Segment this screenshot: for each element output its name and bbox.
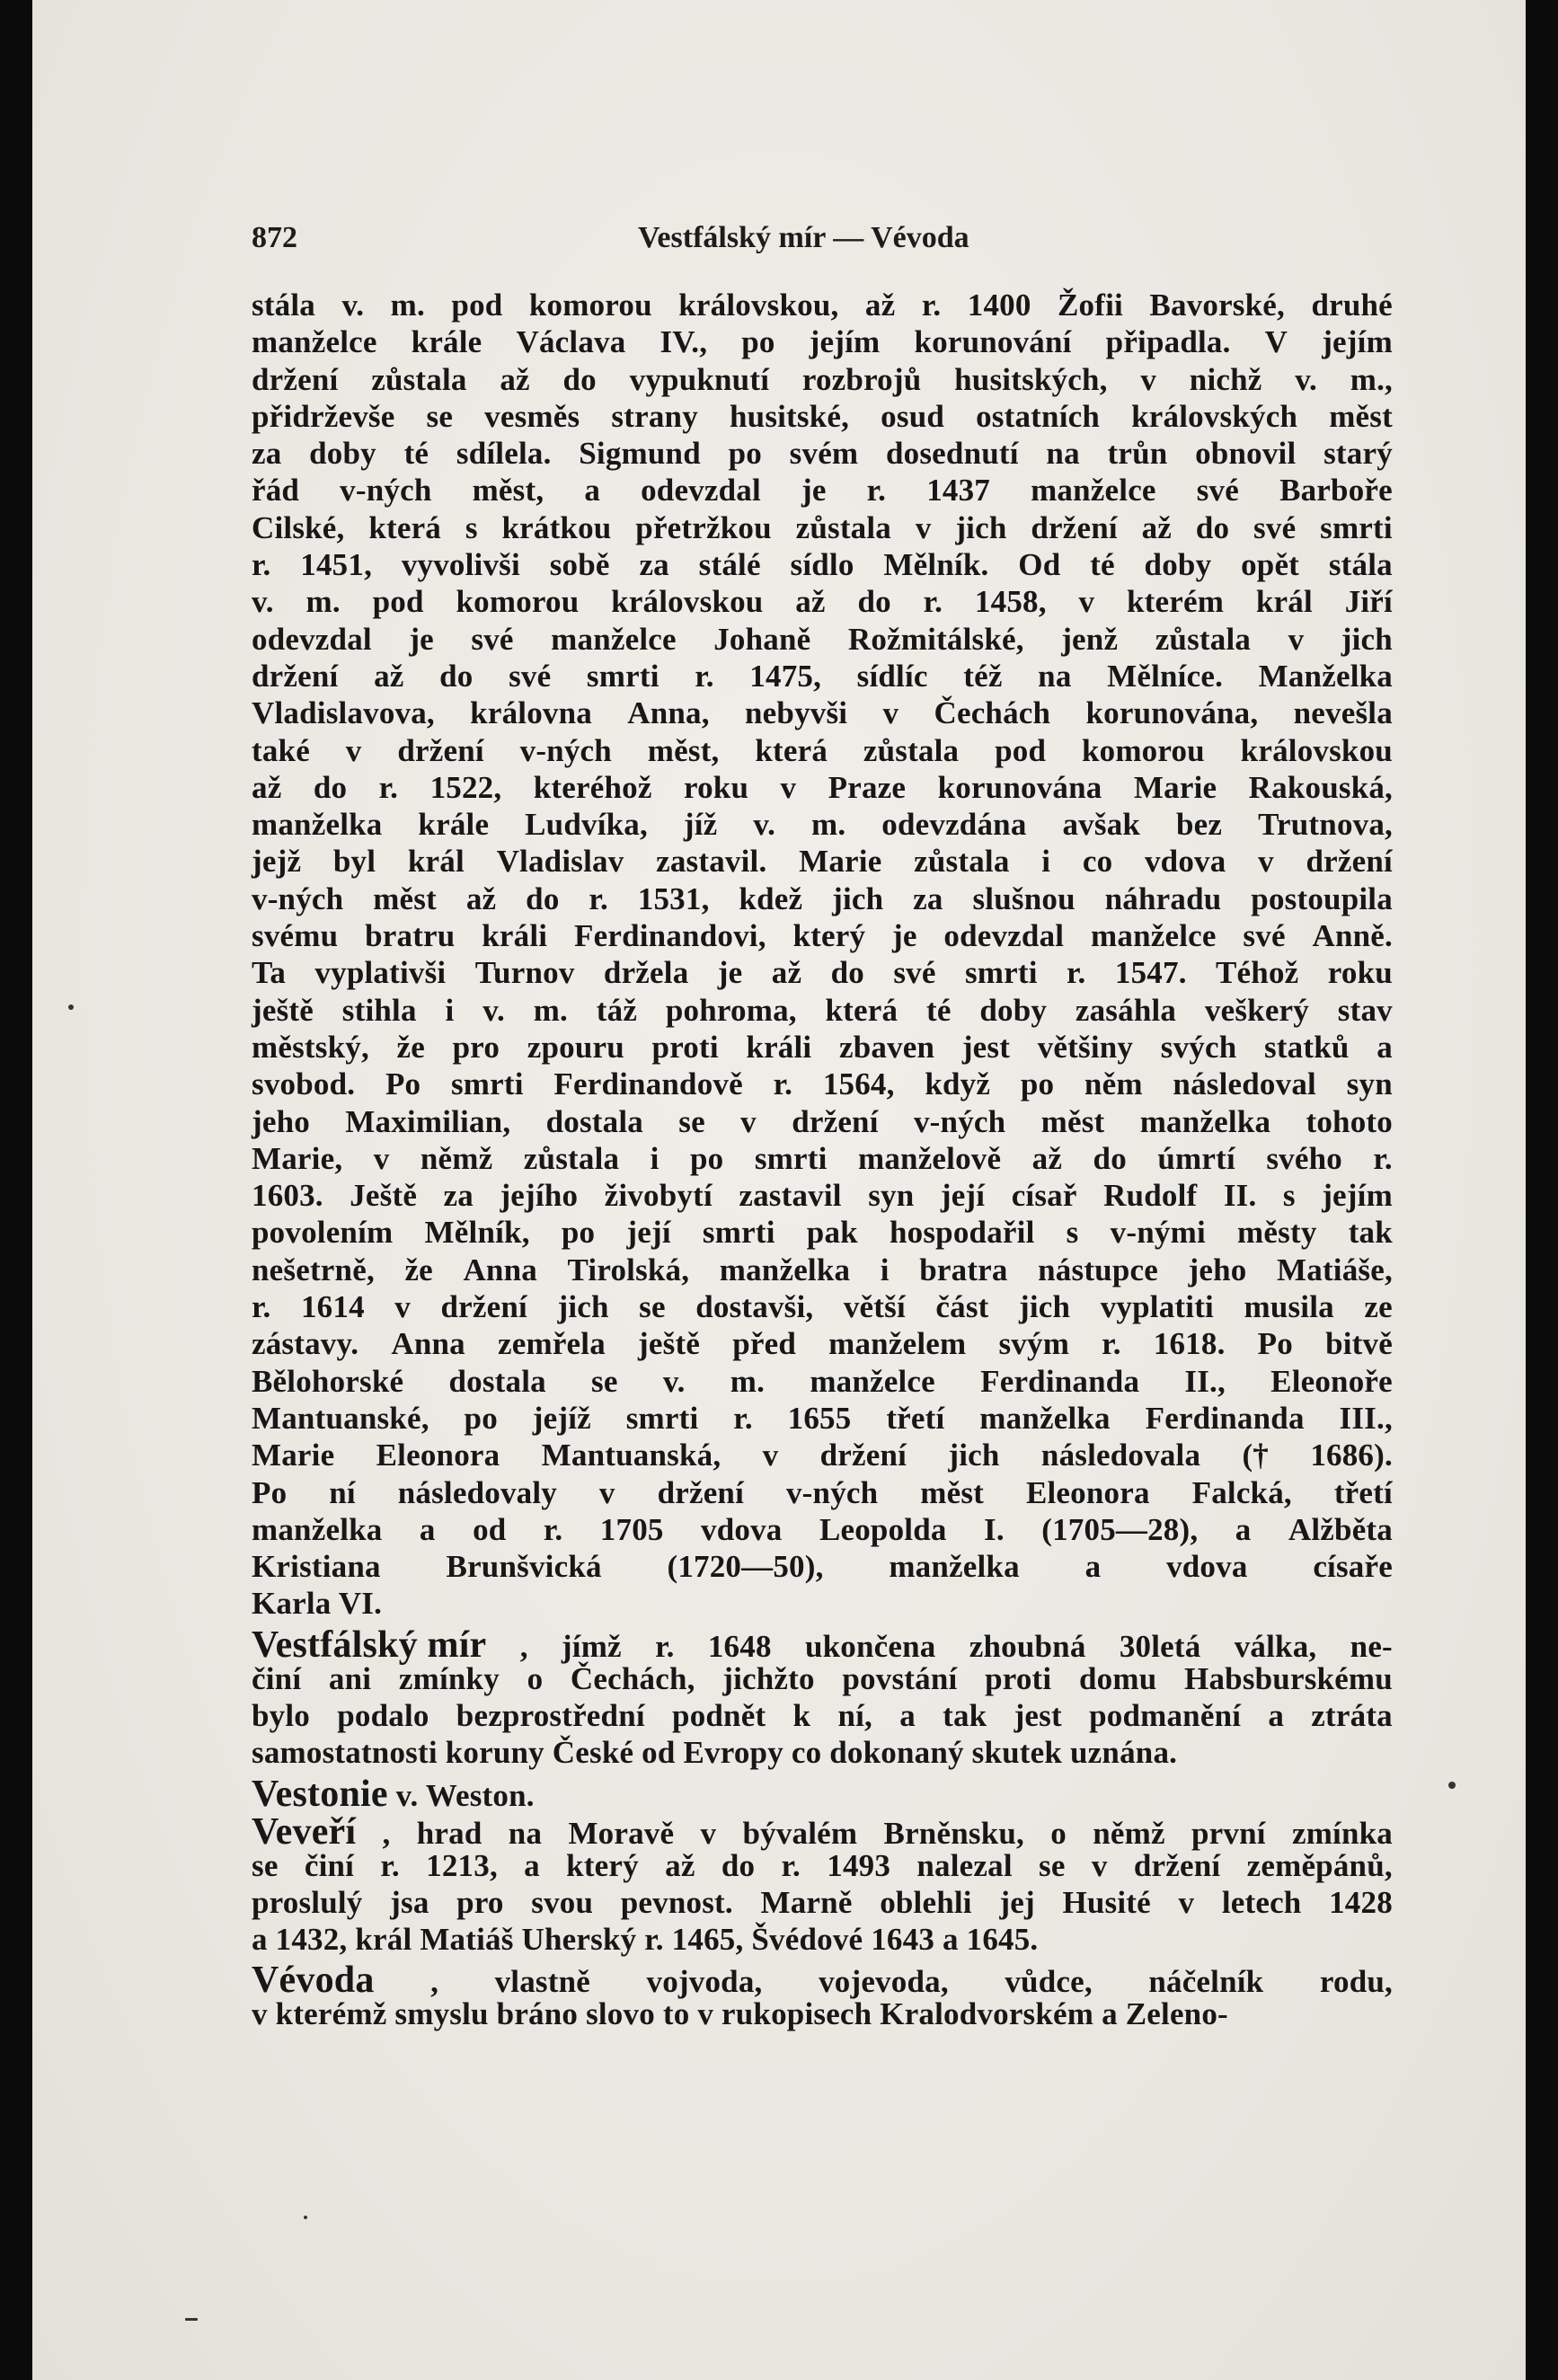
- text-line: Veveří , hrad na Moravě v bývalém Brněnsku, o němž první zmínka: [252, 1810, 1393, 1853]
- entry-lemma: Vévoda: [252, 1960, 375, 2002]
- text-line: za doby té sdílela. Sigmund po svém dosednutí na trůn obnovil starý: [252, 436, 1393, 472]
- text-line: v. m. pod komorou královskou až do r. 1458, v kterém král Jiří: [252, 584, 1393, 620]
- text-line: Mantuanské, po jejíž smrti r. 1655 třetí manželka Ferdinanda III.,: [252, 1400, 1393, 1436]
- body-text: [252, 288, 1393, 2034]
- text-line: Vestonie v. Weston.: [252, 1773, 535, 1815]
- text-line: a 1432, král Matiáš Uherský r. 1465, Švédové 1643 a 1645.: [252, 1922, 1039, 1958]
- text-line: činí ani zmínky o Čechách, jichžto povstání proti domu Habsburskému: [252, 1660, 1393, 1696]
- book-page: [32, 0, 1526, 2380]
- text-line: r. 1451, vyvolivši sobě za stálé sídlo Mělník. Od té doby opět stála: [252, 547, 1393, 583]
- text-line: zástavy. Anna zemřela ještě před manželem svým r. 1618. Po bitvě: [252, 1326, 1393, 1362]
- text-line: Ta vyplativši Turnov držela je až do své smrti r. 1547. Téhož roku: [252, 955, 1393, 991]
- text-line: 1603. Ještě za jejího živobytí zastavil syn její císař Rudolf II. s jejím: [252, 1178, 1393, 1214]
- scan-speck: [68, 1004, 74, 1010]
- text-line: svému bratru králi Ferdinandovi, který je odevzdal manželce své Anně.: [252, 918, 1393, 954]
- text-line: Marie, v němž zůstala i po smrti manželově až do úmrtí svého r.: [252, 1140, 1393, 1176]
- text-line: povolením Mělník, po její smrti pak hospodařil s v-nými městy tak: [252, 1215, 1393, 1251]
- text-line: stála v. m. pod komorou královskou, až r. 1400 Žofii Bavorské, druhé: [252, 288, 1393, 323]
- text-line: Vestfálský mír , jímž r. 1648 ukončena zhoubná 30letá válka, ne-: [252, 1624, 1393, 1666]
- text-line: proslulý jsa pro svou pevnost. Marně oblehli jej Husité v letech 1428: [252, 1884, 1393, 1920]
- text-line: až do r. 1522, kteréhož roku v Praze korunována Marie Rakouská,: [252, 769, 1393, 805]
- page-header: [32, 221, 1526, 257]
- text-line: svobod. Po smrti Ferdinandově r. 1564, když po něm následoval syn: [252, 1066, 1393, 1102]
- text-line: jejž byl král Vladislav zastavil. Marie zůstala i co vdova v držení: [252, 844, 1393, 880]
- text-line: Kristiana Brunšvická (1720—50), manželka a vdova císaře: [252, 1549, 1393, 1585]
- text-line: nešetrně, že Anna Tirolská, manželka i bratra nástupce jeho Matiáše,: [252, 1252, 1393, 1287]
- text-line: Po ní následovaly v držení v-ných měst Eleonora Falcká, třetí: [252, 1474, 1393, 1510]
- text-line: řád v-ných měst, a odevzdal je r. 1437 manželce své Barboře: [252, 473, 1393, 509]
- text-line: v-ných měst až do r. 1531, kdež jich za slušnou náhradu postoupila: [252, 880, 1393, 916]
- text-line: Cilské, která s krátkou přetržkou zůstala v jich držení až do své smrti: [252, 509, 1393, 545]
- text-line: také v držení v-ných měst, která zůstala pod komorou královskou: [252, 732, 1393, 768]
- text-line: jeho Maximilian, dostala se v držení v-ných měst manželka tohoto: [252, 1103, 1393, 1139]
- text-line: se činí r. 1213, a který až do r. 1493 nalezal se v držení zeměpánů,: [252, 1847, 1393, 1883]
- text-line: bylo podalo bezprostřední podnět k ní, a tak jest podmanění a ztráta: [252, 1697, 1393, 1733]
- text-line: manželka a od r. 1705 vdova Leopolda I. (1705—28), a Alžběta: [252, 1511, 1393, 1547]
- text-line: r. 1614 v držení jich se dostavši, větší část jich vyplatiti musila ze: [252, 1289, 1393, 1325]
- text-line: přidrževše se vesměs strany husitské, osud ostatních královských měst: [252, 398, 1393, 434]
- entry-lemma: Vestfálský mír: [252, 1624, 487, 1666]
- text-line: Vévoda , vlastně vojvoda, vojevoda, vůdce, náčelník rodu,: [252, 1960, 1393, 2002]
- entry-lemma: Vestonie: [252, 1773, 388, 1815]
- text-line: držení až do své smrti r. 1475, sídlíc též na Mělníce. Manželka: [252, 658, 1393, 694]
- scan-speck: [1448, 1782, 1456, 1789]
- scan-speck: [185, 2318, 198, 2321]
- text-line: Marie Eleonora Mantuanská, v držení jich následovala († 1686).: [252, 1438, 1393, 1473]
- entry-lemma: Veveří: [252, 1810, 357, 1853]
- text-line: ještě stihla i v. m. táž pohroma, která té doby zasáhla veškerý stav: [252, 992, 1393, 1028]
- text-line: odevzdal je své manželce Johaně Rožmitálské, jenž zůstala v jich: [252, 621, 1393, 657]
- text-line: Karla VI.: [252, 1586, 383, 1622]
- text-line: Vladislavova, královna Anna, nebyvši v Čechách korunována, nevešla: [252, 695, 1393, 731]
- running-title: Vestfálský mír — Vévoda: [638, 221, 969, 254]
- scan-speck: [304, 2216, 307, 2219]
- text-line: manželka krále Ludvíka, jíž v. m. odevzdána avšak bez Trutnova,: [252, 807, 1393, 843]
- text-line: v kterémž smyslu bráno slovo to v rukopisech Kralodvorském a Zeleno-: [252, 1996, 1228, 2032]
- text-line: samostatnosti koruny České od Evropy co dokonaný skutek uznána.: [252, 1735, 1178, 1771]
- text-line: městský, že pro zpouru proti králi zbaven jest většiny svých statků a: [252, 1029, 1393, 1065]
- text-line: držení zůstala až do vypuknutí rozbrojů husitských, v nichž v. m.,: [252, 361, 1393, 397]
- text-line: manželce krále Václava IV., po jejím korunování připadla. V jejím: [252, 324, 1393, 360]
- page-number: 872: [252, 221, 297, 254]
- text-line: Bělohorské dostala se v. m. manželce Ferdinanda II., Eleonoře: [252, 1363, 1393, 1399]
